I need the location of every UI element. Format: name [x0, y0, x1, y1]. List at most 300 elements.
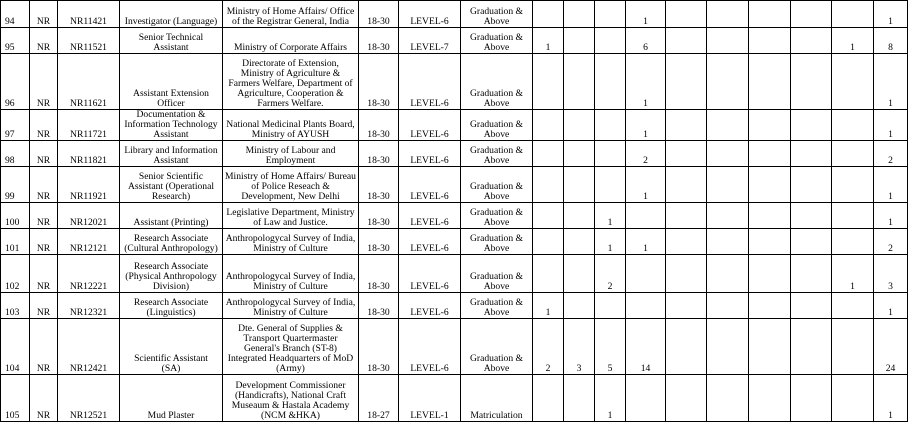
qualification-cell — [461, 229, 533, 255]
cell-line: Graduation & — [469, 207, 524, 218]
region-cell: NR — [30, 167, 58, 203]
vacancy-cell-1 — [533, 375, 564, 422]
ministry-cell — [223, 229, 359, 255]
age-limit-cell: 18-30 — [359, 293, 399, 319]
pay-level-cell: LEVEL-6 — [399, 141, 461, 167]
vacancy-cell-1 — [533, 1, 564, 28]
cell-line: Ministry of Home Affairs/ Office — [226, 6, 355, 17]
vacancy-cell-5 — [666, 141, 707, 167]
total-vacancy-cell: 1 — [874, 110, 908, 141]
vacancy-cell-5 — [666, 203, 707, 229]
vacancy-cell-9: 1 — [832, 28, 874, 54]
cell-line: of Law and Justice. — [253, 217, 328, 228]
ministry-cell — [223, 141, 359, 167]
total-vacancy-cell: 3 — [874, 255, 908, 293]
region-cell: NR — [30, 229, 58, 255]
vacancy-cell-7 — [749, 110, 791, 141]
vacancy-cell-6 — [707, 110, 749, 141]
region-cell: NR — [30, 28, 58, 54]
cell-line: Graduation & — [469, 6, 524, 17]
vacancy-cell-1 — [533, 141, 564, 167]
cell-line: Above — [483, 16, 510, 27]
cell-line: Mud Plaster — [147, 410, 195, 421]
ministry-cell — [223, 319, 359, 375]
post-code-cell: NR12221 — [58, 255, 120, 293]
ministry-cell — [223, 110, 359, 141]
vacancy-cell-8 — [791, 375, 832, 422]
cell-line: Anthropologycal Survey of India, — [225, 297, 356, 308]
serial-number-cell: 98 — [1, 141, 30, 167]
cell-line: Ministry of Labour and — [245, 145, 336, 156]
vacancy-cell-5 — [666, 255, 707, 293]
qualification-cell — [461, 375, 533, 422]
post-name-cell — [120, 203, 223, 229]
cell-line: (NCM &HKA) — [261, 410, 320, 421]
cell-line: Farmers Welfare, Department of — [228, 78, 353, 89]
vacancy-cell-3: 1 — [595, 375, 626, 422]
vacancy-cell-6 — [707, 167, 749, 203]
cell-line: Agriculture, Cooperation & — [237, 88, 344, 99]
vacancy-cell-8 — [791, 110, 832, 141]
vacancy-cell-7 — [749, 255, 791, 293]
vacancy-cell-8 — [791, 28, 832, 54]
vacancy-cell-6 — [707, 319, 749, 375]
cell-line: Information Technology — [124, 119, 218, 130]
vacancy-cell-5 — [666, 28, 707, 54]
cell-line: Directorate of Extension, — [242, 58, 339, 69]
post-code-cell: NR11421 — [58, 1, 120, 28]
vacancy-cell-1 — [533, 167, 564, 203]
vacancy-cell-9 — [832, 1, 874, 28]
post-code-cell: NR11921 — [58, 167, 120, 203]
total-vacancy-cell: 1 — [874, 1, 908, 28]
pay-level-cell: LEVEL-6 — [399, 319, 461, 375]
total-vacancy-cell: 2 — [874, 141, 908, 167]
vacancy-cell-8 — [791, 293, 832, 319]
total-vacancy-cell: 1 — [874, 293, 908, 319]
table-row — [1, 229, 908, 255]
vacancy-cell-5 — [666, 110, 707, 141]
cell-line: Legislative Department, Ministry — [226, 207, 355, 218]
region-cell: NR — [30, 375, 58, 422]
cell-line: Anthropologycal Survey of India, — [225, 233, 356, 244]
cell-line: Research) — [151, 191, 191, 202]
ministry-cell — [223, 28, 359, 54]
post-code-cell: NR11621 — [58, 54, 120, 110]
vacancy-cell-2 — [564, 203, 595, 229]
vacancy-cell-7 — [749, 28, 791, 54]
region-cell: NR — [30, 141, 58, 167]
cell-line: Ministry of Culture — [253, 243, 328, 254]
serial-number-cell: 104 — [1, 319, 30, 375]
post-code-cell: NR12421 — [58, 319, 120, 375]
cell-line: Above — [483, 363, 510, 374]
vacancy-cell-2 — [564, 375, 595, 422]
pay-level-cell: LEVEL-6 — [399, 229, 461, 255]
vacancy-cell-9 — [832, 293, 874, 319]
serial-number-cell: 96 — [1, 54, 30, 110]
ministry-cell — [223, 203, 359, 229]
post-code-cell: NR11521 — [58, 28, 120, 54]
cell-line: (Army) — [276, 363, 305, 374]
post-code-cell: NR12021 — [58, 203, 120, 229]
vacancy-cell-3 — [595, 110, 626, 141]
vacancy-cell-7 — [749, 375, 791, 422]
vacancy-cell-5 — [666, 1, 707, 28]
vacancy-cell-4: 1 — [626, 167, 666, 203]
vacancy-cell-6 — [707, 229, 749, 255]
cell-line: Research Associate — [133, 297, 209, 308]
cell-line: Assistant (Operational — [127, 181, 215, 192]
age-limit-cell: 18-30 — [359, 1, 399, 28]
cell-line: Documentation & — [136, 109, 206, 120]
vacancy-cell-5 — [666, 229, 707, 255]
cell-line: Above — [483, 281, 510, 292]
vacancy-cell-8 — [791, 1, 832, 28]
vacancy-cell-3 — [595, 167, 626, 203]
qualification-cell — [461, 293, 533, 319]
cell-line: Transport Quartermaster — [243, 333, 338, 344]
age-limit-cell: 18-30 — [359, 141, 399, 167]
qualification-cell — [461, 28, 533, 54]
total-vacancy-cell: 1 — [874, 54, 908, 110]
vacancy-cell-3 — [595, 141, 626, 167]
table-row — [1, 1, 908, 28]
ministry-cell — [223, 255, 359, 293]
vacancy-cell-8 — [791, 203, 832, 229]
cell-line: Assistant — [153, 42, 189, 53]
cell-line: (Cultural Anthropology) — [124, 243, 218, 254]
vacancy-cell-6 — [707, 203, 749, 229]
post-code-cell: NR11721 — [58, 110, 120, 141]
vacancy-cell-8 — [791, 54, 832, 110]
post-code-cell: NR12521 — [58, 375, 120, 422]
qualification-cell — [461, 167, 533, 203]
pay-level-cell: LEVEL-6 — [399, 293, 461, 319]
qualification-cell — [461, 1, 533, 28]
vacancy-cell-3: 2 — [595, 255, 626, 293]
vacancy-cell-7 — [749, 229, 791, 255]
vacancy-cell-1 — [533, 255, 564, 293]
post-name-cell — [120, 255, 223, 293]
cell-line: Graduation & — [469, 271, 524, 282]
vacancy-cell-4 — [626, 255, 666, 293]
vacancy-cell-5 — [666, 375, 707, 422]
vacancy-cell-9 — [832, 167, 874, 203]
age-limit-cell: 18-30 — [359, 229, 399, 255]
vacancy-cell-5 — [666, 319, 707, 375]
cell-line: Matriculation — [470, 410, 523, 421]
cell-line: (Physical Anthropology — [125, 271, 217, 282]
vacancy-cell-7 — [749, 54, 791, 110]
cell-line: National Medicinal Plants Board, — [226, 119, 355, 130]
vacancy-cell-2: 3 — [564, 319, 595, 375]
total-vacancy-cell: 1 — [874, 167, 908, 203]
qualification-cell — [461, 255, 533, 293]
cell-line: Ministry of Culture — [253, 307, 328, 318]
table-row — [1, 54, 908, 110]
cell-line: Graduation & — [469, 32, 524, 43]
serial-number-cell: 102 — [1, 255, 30, 293]
table-row — [1, 110, 908, 141]
cell-line: Ministry of Culture — [253, 281, 328, 292]
cell-line: Graduation & — [469, 297, 524, 308]
total-vacancy-cell: 2 — [874, 229, 908, 255]
post-code-cell: NR12321 — [58, 293, 120, 319]
cell-line: (Linguistics) — [146, 307, 196, 318]
vacancy-cell-4: 1 — [626, 229, 666, 255]
qualification-cell — [461, 54, 533, 110]
post-name-cell — [120, 167, 223, 203]
vacancy-cell-9 — [832, 141, 874, 167]
region-cell: NR — [30, 54, 58, 110]
vacancy-cell-8 — [791, 319, 832, 375]
post-name-cell — [120, 141, 223, 167]
vacancy-cell-3 — [595, 1, 626, 28]
cell-line: Ministry of Agriculture & — [240, 68, 341, 79]
cell-line: Above — [483, 217, 510, 228]
vacancy-cell-7 — [749, 293, 791, 319]
region-cell: NR — [30, 1, 58, 28]
vacancy-cell-6 — [707, 141, 749, 167]
vacancy-cell-7 — [749, 167, 791, 203]
qualification-cell — [461, 141, 533, 167]
table-row — [1, 293, 908, 319]
table-row — [1, 203, 908, 229]
vacancy-cell-6 — [707, 1, 749, 28]
total-vacancy-cell: 24 — [874, 319, 908, 375]
vacancy-cell-4 — [626, 375, 666, 422]
post-name-cell — [120, 28, 223, 54]
serial-number-cell: 101 — [1, 229, 30, 255]
cell-line: Assistant — [153, 155, 189, 166]
vacancy-cell-6 — [707, 255, 749, 293]
cell-line: Ministry of AYUSH — [251, 129, 330, 140]
vacancy-cell-1: 1 — [533, 293, 564, 319]
vacancy-cell-7 — [749, 1, 791, 28]
vacancy-cell-9 — [832, 319, 874, 375]
vacancy-cell-7 — [749, 203, 791, 229]
region-cell: NR — [30, 203, 58, 229]
vacancy-cell-6 — [707, 54, 749, 110]
cell-line: General's Branch (ST-8) — [243, 343, 338, 354]
pay-level-cell: LEVEL-6 — [399, 167, 461, 203]
pay-level-cell: LEVEL-6 — [399, 1, 461, 28]
vacancy-cell-7 — [749, 141, 791, 167]
cell-line: (SA) — [161, 363, 181, 374]
vacancy-cell-6 — [707, 293, 749, 319]
cell-line: Above — [483, 155, 510, 166]
age-limit-cell: 18-30 — [359, 28, 399, 54]
pay-level-cell: LEVEL-6 — [399, 255, 461, 293]
vacancy-cell-2 — [564, 167, 595, 203]
cell-line: Graduation & — [469, 353, 524, 364]
vacancy-cell-5 — [666, 54, 707, 110]
cell-line: Integrated Headquarters of MoD — [227, 353, 354, 364]
pay-level-cell: LEVEL-6 — [399, 203, 461, 229]
age-limit-cell: 18-30 — [359, 255, 399, 293]
vacancy-cell-9 — [832, 110, 874, 141]
vacancy-cell-3 — [595, 28, 626, 54]
vacancy-cell-8 — [791, 229, 832, 255]
vacancy-cell-1: 2 — [533, 319, 564, 375]
cell-line: of the Registrar General, India — [232, 16, 349, 27]
vacancy-cell-1 — [533, 54, 564, 110]
cell-line: Above — [483, 42, 510, 53]
age-limit-cell: 18-30 — [359, 110, 399, 141]
vacancy-cell-2 — [564, 293, 595, 319]
cell-line: Ministry of Corporate Affairs — [233, 42, 348, 53]
cell-line: Above — [483, 98, 510, 109]
pay-level-cell: LEVEL-6 — [399, 110, 461, 141]
cell-line: Investigator (Language) — [124, 16, 218, 27]
vacancy-cell-1 — [533, 110, 564, 141]
total-vacancy-cell: 8 — [874, 28, 908, 54]
cell-line: Farmers Welfare. — [257, 98, 324, 109]
cell-line: of Police Reseach & — [251, 181, 330, 192]
post-name-cell — [120, 110, 223, 141]
region-cell: NR — [30, 110, 58, 141]
post-code-cell: NR11821 — [58, 141, 120, 167]
cell-line: Graduation & — [469, 233, 524, 244]
qualification-cell — [461, 110, 533, 141]
ministry-cell — [223, 293, 359, 319]
cell-line: Above — [483, 307, 510, 318]
cell-line: Scientific Assistant — [134, 353, 208, 364]
vacancy-cell-1 — [533, 203, 564, 229]
pay-level-cell: LEVEL-1 — [399, 375, 461, 422]
cell-line: Anthropologycal Survey of India, — [225, 271, 356, 282]
serial-number-cell: 103 — [1, 293, 30, 319]
vacancy-cell-2 — [564, 54, 595, 110]
post-name-cell — [120, 293, 223, 319]
vacancy-cell-3: 1 — [595, 203, 626, 229]
qualification-cell — [461, 319, 533, 375]
vacancy-cell-8 — [791, 141, 832, 167]
vacancy-cell-4: 2 — [626, 141, 666, 167]
cell-line: Senior Scientific — [138, 171, 204, 182]
vacancy-cell-3: 1 — [595, 229, 626, 255]
age-limit-cell: 18-30 — [359, 319, 399, 375]
vacancy-cell-4 — [626, 203, 666, 229]
cell-line: Graduation & — [469, 119, 524, 130]
vacancy-cell-2 — [564, 1, 595, 28]
vacancy-cell-4: 1 — [626, 110, 666, 141]
vacancy-cell-9 — [832, 54, 874, 110]
region-cell: NR — [30, 255, 58, 293]
cell-line: Development Commissioner — [235, 380, 346, 391]
vacancy-cell-3 — [595, 293, 626, 319]
vacancy-cell-5 — [666, 167, 707, 203]
table-row — [1, 255, 908, 293]
cell-line: Graduation & — [469, 88, 524, 99]
region-cell: NR — [30, 319, 58, 375]
table-row — [1, 141, 908, 167]
vacancy-cell-7 — [749, 319, 791, 375]
table-row — [1, 319, 908, 375]
ministry-cell — [223, 167, 359, 203]
post-name-cell — [120, 1, 223, 28]
post-name-cell — [120, 229, 223, 255]
cell-line: Above — [483, 243, 510, 254]
table-row — [1, 167, 908, 203]
vacancy-cell-2 — [564, 255, 595, 293]
age-limit-cell: 18-27 — [359, 375, 399, 422]
pay-level-cell: LEVEL-6 — [399, 54, 461, 110]
qualification-cell — [461, 203, 533, 229]
cell-line: Research Associate — [133, 233, 209, 244]
cell-line: Employment — [265, 155, 316, 166]
cell-line: Above — [483, 129, 510, 140]
age-limit-cell: 18-30 — [359, 203, 399, 229]
post-name-cell — [120, 375, 223, 422]
cell-line: Ministry of Home Affairs/ Bureau — [225, 171, 356, 182]
cell-line: Assistant Extension — [133, 88, 209, 99]
ministry-cell — [223, 54, 359, 110]
cell-line: Research Associate — [133, 261, 209, 272]
post-code-cell: NR12121 — [58, 229, 120, 255]
vacancy-cell-5 — [666, 293, 707, 319]
post-name-cell — [120, 54, 223, 110]
vacancy-cell-9 — [832, 229, 874, 255]
cell-line: Library and Information — [124, 145, 218, 156]
serial-number-cell: 100 — [1, 203, 30, 229]
vacancy-cell-4: 14 — [626, 319, 666, 375]
vacancy-cell-2 — [564, 110, 595, 141]
vacancy-cell-9 — [832, 375, 874, 422]
age-limit-cell: 18-30 — [359, 54, 399, 110]
vacancy-cell-4: 1 — [626, 54, 666, 110]
vacancy-cell-3: 5 — [595, 319, 626, 375]
vacancy-cell-8 — [791, 167, 832, 203]
vacancy-cell-4 — [626, 293, 666, 319]
serial-number-cell: 105 — [1, 375, 30, 422]
vacancy-cell-9: 1 — [832, 255, 874, 293]
vacancy-cell-2 — [564, 28, 595, 54]
serial-number-cell: 97 — [1, 110, 30, 141]
vacancy-cell-6 — [707, 28, 749, 54]
vacancy-cell-2 — [564, 229, 595, 255]
table-row — [1, 28, 908, 54]
region-cell: NR — [30, 293, 58, 319]
table-row — [1, 375, 908, 422]
cell-line: Development, New Delhi — [241, 191, 340, 202]
vacancy-cell-6 — [707, 375, 749, 422]
cell-line: Assistant — [153, 129, 189, 140]
cell-line: Graduation & — [469, 181, 524, 192]
serial-number-cell: 95 — [1, 28, 30, 54]
age-limit-cell: 18-30 — [359, 167, 399, 203]
ministry-cell — [223, 375, 359, 422]
cell-line: Above — [483, 191, 510, 202]
cell-line: Museaum & Hastala Academy — [231, 400, 350, 411]
vacancy-cell-8 — [791, 255, 832, 293]
vacancy-cell-3 — [595, 54, 626, 110]
serial-number-cell: 99 — [1, 167, 30, 203]
vacancy-cell-1 — [533, 229, 564, 255]
cell-line: Graduation & — [469, 145, 524, 156]
serial-number-cell: 94 — [1, 1, 30, 28]
vacancy-cell-1: 1 — [533, 28, 564, 54]
vacancy-cell-4: 1 — [626, 1, 666, 28]
ministry-cell — [223, 1, 359, 28]
pay-level-cell: LEVEL-7 — [399, 28, 461, 54]
cell-line: Dte. General of Supplies & — [238, 323, 343, 334]
cell-line: Senior Technical — [138, 32, 204, 43]
cell-line: Assistant (Printing) — [133, 217, 209, 228]
cell-line: (Handicrafts), National Craft — [234, 390, 347, 401]
cell-line: Officer — [157, 98, 185, 109]
